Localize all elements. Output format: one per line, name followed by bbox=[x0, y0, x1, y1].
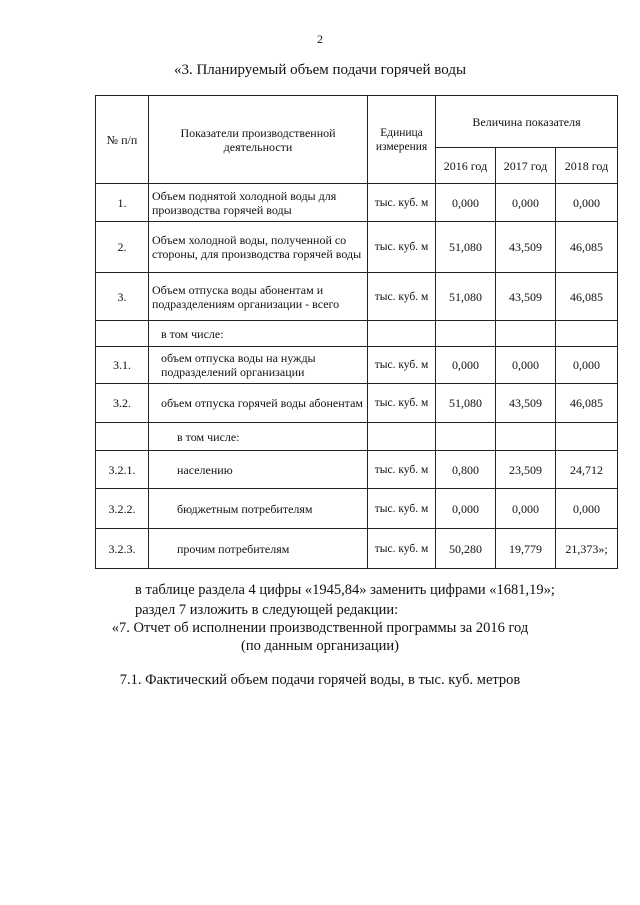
row-unit: тыс. куб. м bbox=[368, 529, 436, 569]
row-unit: тыс. куб. м bbox=[368, 384, 436, 423]
table-row bbox=[96, 451, 618, 489]
row-name: в том числе: bbox=[149, 321, 368, 347]
subsection-7-1-title: 7.1. Фактический объем подачи горячей воды, в тыс. куб. метров bbox=[119, 672, 521, 688]
row-value-2017 bbox=[496, 321, 556, 347]
indicators-table bbox=[95, 95, 618, 569]
table-row bbox=[96, 384, 618, 423]
row-value-2018: 0,000 bbox=[556, 347, 618, 384]
paragraph-section-7-intro: раздел 7 изложить в следующей редакции: bbox=[135, 602, 399, 618]
row-name: Объем поднятой холодной воды для производства горячей воды bbox=[149, 184, 368, 222]
row-num: 3.2.1. bbox=[96, 451, 149, 489]
row-num: 1. bbox=[96, 184, 149, 222]
row-name: Объем холодной воды, полученной со стороны, для производства горячей воды bbox=[149, 222, 368, 273]
row-value-2018: 46,085 bbox=[556, 222, 618, 273]
row-value-2018 bbox=[556, 423, 618, 451]
row-unit bbox=[368, 423, 436, 451]
table-row bbox=[96, 347, 618, 384]
row-value-2017: 43,509 bbox=[496, 273, 556, 321]
row-name: объем отпуска горячей воды абонентам bbox=[149, 384, 368, 423]
row-value-2017 bbox=[496, 423, 556, 451]
row-value-2016: 0,000 bbox=[436, 347, 496, 384]
page-number: 2 bbox=[317, 32, 323, 46]
row-value-2016: 0,800 bbox=[436, 451, 496, 489]
row-unit: тыс. куб. м bbox=[368, 273, 436, 321]
row-num: 3. bbox=[96, 273, 149, 321]
header-num: № п/п bbox=[96, 96, 149, 184]
header-year-2017: 2017 год bbox=[496, 148, 556, 184]
row-value-2018 bbox=[556, 321, 618, 347]
row-value-2017: 43,509 bbox=[496, 384, 556, 423]
row-name: прочим потребителям bbox=[149, 529, 368, 569]
row-value-2018: 24,712 bbox=[556, 451, 618, 489]
row-value-2016: 51,080 bbox=[436, 384, 496, 423]
table-row bbox=[96, 184, 618, 222]
row-value-2018: 0,000 bbox=[556, 184, 618, 222]
row-name: объем отпуска воды на нужды подразделений организации bbox=[149, 347, 368, 384]
row-num bbox=[96, 321, 149, 347]
header-name: Показатели производственной деятельности bbox=[149, 96, 368, 184]
row-name: населению bbox=[149, 451, 368, 489]
row-value-2017: 43,509 bbox=[496, 222, 556, 273]
row-num: 3.2. bbox=[96, 384, 149, 423]
header-year-2016: 2016 год bbox=[436, 148, 496, 184]
row-unit: тыс. куб. м bbox=[368, 184, 436, 222]
table-row bbox=[96, 273, 618, 321]
row-unit: тыс. куб. м bbox=[368, 222, 436, 273]
table-row bbox=[96, 489, 618, 529]
row-value-2016 bbox=[436, 321, 496, 347]
table-row bbox=[96, 222, 618, 273]
row-value-2018: 0,000 bbox=[556, 489, 618, 529]
section-7-title: «7. Отчет об исполнении производственной программы за 2016 год bbox=[111, 620, 529, 636]
row-value-2016: 0,000 bbox=[436, 489, 496, 529]
section-title: «3. Планируемый объем подачи горячей воды bbox=[173, 62, 467, 78]
row-value-2017: 0,000 bbox=[496, 184, 556, 222]
paragraph-replace-figures: в таблице раздела 4 цифры «1945,84» заменить цифрами «1681,19»; bbox=[135, 582, 555, 598]
row-value-2017: 23,509 bbox=[496, 451, 556, 489]
header-year-2018: 2018 год bbox=[556, 148, 618, 184]
row-value-2018: 21,373»; bbox=[556, 529, 618, 569]
row-unit: тыс. куб. м bbox=[368, 489, 436, 529]
row-num: 3.2.2. bbox=[96, 489, 149, 529]
row-value-2018: 46,085 bbox=[556, 273, 618, 321]
table-row bbox=[96, 529, 618, 569]
row-value-2017: 0,000 bbox=[496, 489, 556, 529]
row-value-2016 bbox=[436, 423, 496, 451]
row-value-2016: 0,000 bbox=[436, 184, 496, 222]
row-num: 3.1. bbox=[96, 347, 149, 384]
row-unit bbox=[368, 321, 436, 347]
row-unit: тыс. куб. м bbox=[368, 347, 436, 384]
row-num: 2. bbox=[96, 222, 149, 273]
row-num: 3.2.3. bbox=[96, 529, 149, 569]
header-unit: Единица измерения bbox=[368, 96, 436, 184]
row-unit: тыс. куб. м bbox=[368, 451, 436, 489]
header-value-group: Величина показателя bbox=[436, 96, 618, 148]
table-row bbox=[96, 321, 618, 347]
section-7-subtitle: (по данным организации) bbox=[240, 638, 399, 654]
row-name: бюджетным потребителям bbox=[149, 489, 368, 529]
row-value-2016: 51,080 bbox=[436, 273, 496, 321]
row-value-2017: 19,779 bbox=[496, 529, 556, 569]
row-value-2016: 51,080 bbox=[436, 222, 496, 273]
row-name: в том числе: bbox=[149, 423, 368, 451]
row-num bbox=[96, 423, 149, 451]
row-value-2016: 50,280 bbox=[436, 529, 496, 569]
row-value-2018: 46,085 bbox=[556, 384, 618, 423]
row-name: Объем отпуска воды абонентам и подразделениям организации - всего bbox=[149, 273, 368, 321]
row-value-2017: 0,000 bbox=[496, 347, 556, 384]
table-row bbox=[96, 423, 618, 451]
